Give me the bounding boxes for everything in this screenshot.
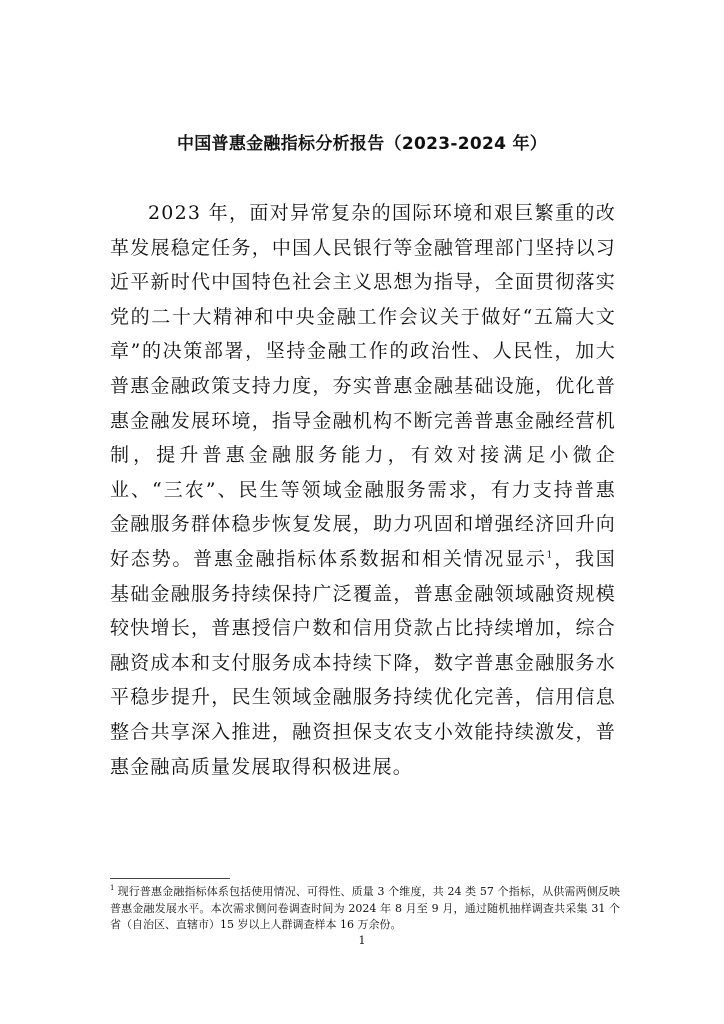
footnote-reference[interactable]: 1 bbox=[546, 550, 554, 561]
paragraph-text-part-1: 2023 年，面对异常复杂的国际环境和艰巨繁重的改革发展稳定任务，中国人民银行等金融管理部门坚持以习近平新时代中国特色社会主义思想为指导，全面贯彻落实党的二十大精神和中央金融工作会议关于做好“五篇大文章”的决策部署，坚持金融工作的政治性、人民性，加大普惠金融政策支持力度，夯实普惠金融基础设施，优化普惠金融发展环境，指导金融机构不断完善普惠金融经营机制，提升普惠金融服务能力，有效对接满足小微企业、“三农”、民生等领域金融服务需求，有力支持普惠金融服务群体稳步恢复发展，助力巩固和增强经济回升向好态势。普惠金融指标体系数据和相关情况显示 bbox=[110, 202, 616, 570]
page-number: 1 bbox=[358, 934, 366, 947]
footnote-separator bbox=[110, 878, 230, 879]
footnote-text: 现行普惠金融指标体系包括使用情况、可得性、质量 3 个维度，共 24 类 57 个指标，从供需两侧反映普惠金融发展水平。本次需求侧问卷调查时间为 2024 年 8 月至 9 月，通过随机抽样调查共采集 31 个省（自治区、直辖市）15 岁以上人群调查样本 16 万余份。 bbox=[110, 885, 620, 931]
footnote-marker: 1 bbox=[110, 884, 115, 893]
footnote bbox=[110, 884, 620, 934]
paragraph-text-part-2: ，我国基础金融服务持续保持广泛覆盖，普惠金融领域融资规模较快增长，普惠授信户数和信用贷款占比持续增加，综合融资成本和支付服务成本持续下降，数字普惠金融服务水平稳步提升，民生领域金融服务持续优化完善，信用信息整合共享深入推进，融资担保支农支小效能持续激发，普惠金融高质量发展取得积极进展。 bbox=[110, 547, 616, 778]
document-title: 中国普惠金融指标分析报告（2023-2024 年） bbox=[176, 134, 548, 154]
body-paragraph bbox=[110, 196, 616, 784]
